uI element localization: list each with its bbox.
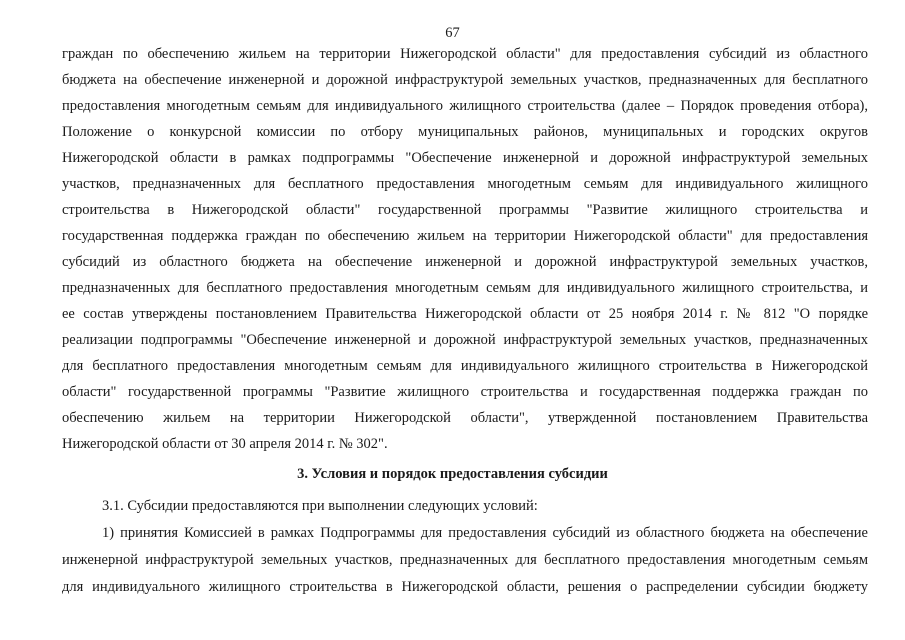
body-line: участков, предназначенных для бесплатного предоставления многодетным семьям для индивидуального жилищного [62, 176, 868, 192]
body-line: предназначенных для бесплатного предоставления многодетным семьям для индивидуального жилищного строительства, и [62, 280, 868, 296]
body-line: граждан по обеспечению жильем на территории Нижегородской области" для предоставления субсидий из областного [62, 46, 868, 62]
body-line: реализации подпрограммы "Обеспечение инженерной и дорожной инфраструктурой земельных участков, предназначенных [62, 332, 868, 348]
body-line: государственная поддержка граждан по обеспечению жильем на территории Нижегородской области" для предоставления [62, 228, 868, 244]
body-line: бюджета на обеспечение инженерной и дорожной инфраструктурой земельных участков, предназначенных для бесплатного [62, 72, 868, 88]
body-line: строительства в Нижегородской области" государственной программы "Развитие жилищного строительства и [62, 202, 868, 218]
body-line: для бесплатного предоставления многодетным семьям для индивидуального жилищного строительства в Нижегородской [62, 358, 868, 374]
body-line: Нижегородской области в рамках подпрограммы "Обеспечение инженерной и дорожной инфраструктурой земельных [62, 150, 868, 166]
item-1-line: инженерной инфраструктурой земельных участков, предназначенных для бесплатного предоставления многодетным семьям [62, 552, 868, 568]
page-number: 67 [445, 25, 460, 41]
item-1-line: для индивидуального жилищного строительства в Нижегородской области, решения о распределении субсидии бюджету [62, 579, 868, 595]
item-1-line: 1) принятия Комиссией в рамках Подпрограммы для предоставления субсидий из областного бюджета на обеспечение [102, 525, 868, 541]
body-line-last: Нижегородской области от 30 апреля 2014 г. № 302". [62, 436, 388, 452]
body-line: области" государственной программы "Развитие жилищного строительства и государственная поддержка граждан по [62, 384, 868, 400]
body-line: Положение о конкурсной комиссии по отбору муниципальных районов, муниципальных и городских округов [62, 124, 868, 140]
body-line: ее состав утверждены постановлением Правительства Нижегородской области от 25 ноября 2014 г. № 812 "О порядке [62, 306, 868, 322]
section-heading: 3. Условия и порядок предоставления субсидии [297, 466, 608, 482]
body-line: обеспечению жильем на территории Нижегородской области", утвержденной постановлением Правительства [62, 410, 868, 426]
body-line: субсидий из областного бюджета на обеспечение инженерной и дорожной инфраструктурой земельных участков, [62, 254, 868, 270]
body-line: предоставления многодетным семьям для индивидуального жилищного строительства (далее – Порядок проведения отбора), [62, 98, 868, 114]
clause-3-1: 3.1. Субсидии предоставляются при выполнении следующих условий: [102, 498, 538, 514]
